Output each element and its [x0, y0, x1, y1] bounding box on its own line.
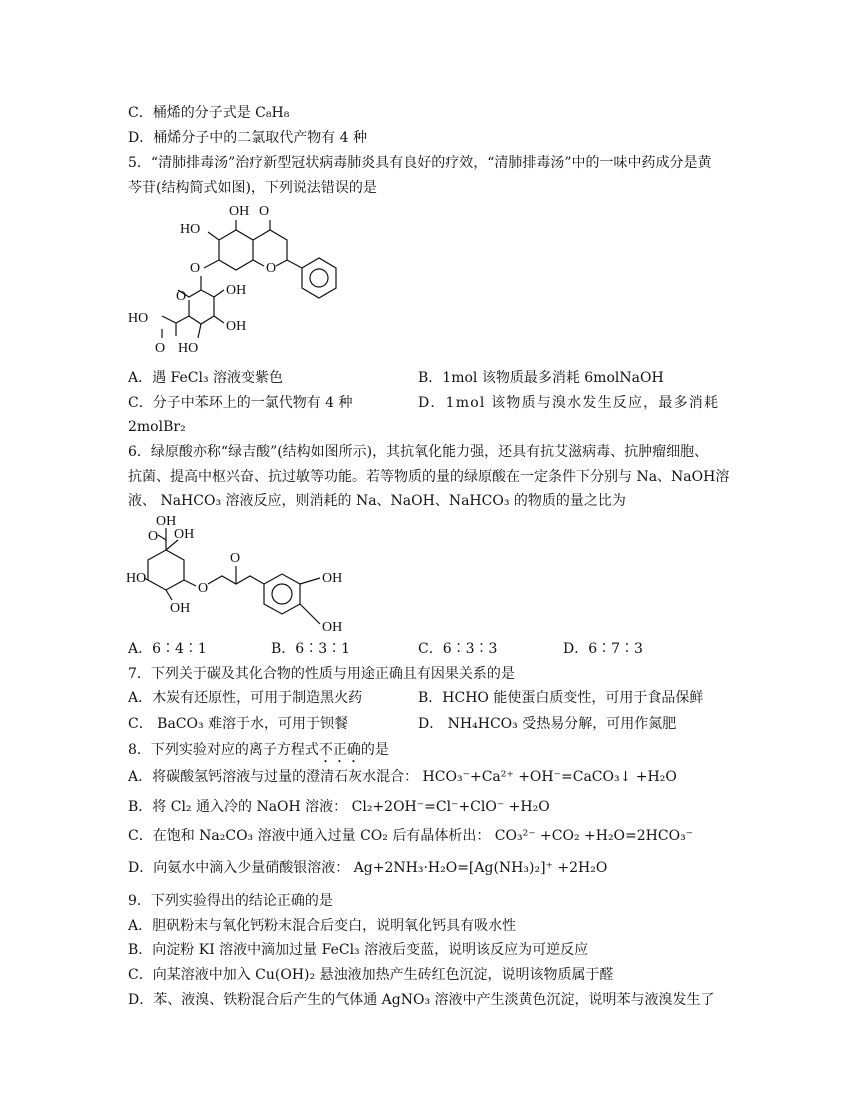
question-5-stem-2: 芩苷(结构简式如图)，下列说法错误的是: [128, 180, 377, 196]
label-oh-sugar-2: OH: [226, 319, 247, 334]
label-o-acid: O: [155, 341, 166, 356]
q8-stem-emphasis: 不正确: [318, 742, 361, 758]
q7-option-a[interactable]: A．木炭有还原性，可用于制造黑火药: [128, 690, 363, 706]
question-7-stem: 7．下列关于碳及其化合物的性质与用途正确且有因果关系的是: [128, 666, 515, 682]
baicalin-structure: [126, 198, 346, 358]
question-6-stem-2: 抗菌、提高中枢兴奋、抗过敏等功能。若等物质的量的绿原酸在一定条件下分别与 Na、NaOH溶: [128, 469, 730, 485]
label-o-ester: O: [198, 581, 209, 596]
label-ho-sugar: HO: [178, 341, 199, 356]
label-o-sugar: O: [176, 289, 187, 304]
q5-option-b[interactable]: B．1mol 该物质最多消耗 6molNaOH: [418, 370, 664, 386]
label-o-ring: O: [266, 261, 277, 276]
label-oh-aryl-2: OH: [322, 620, 343, 635]
q8-stem-post: 的是: [360, 742, 389, 758]
option-c-cubane-formula: C．桶烯的分子式是 C₈H₈: [128, 105, 290, 121]
q9-option-d[interactable]: D．苯、液溴、铁粉混合后产生的气体通 AgNO₃ 溶液中产生淡黄色沉淀，说明苯与液溴发生了: [128, 992, 715, 1008]
q8-option-c[interactable]: C．在饱和 Na₂CO₃ 溶液中通入过量 CO₂ 后有晶体析出： CO₃²⁻ +CO₂ +H₂O=2HCO₃⁻: [128, 828, 694, 844]
q8-option-a[interactable]: A．将碳酸氢钙溶液与过量的澄清石灰水混合： HCO₃⁻+Ca²⁺ +OH⁻=CaCO₃↓ +H₂O: [128, 769, 677, 785]
q7-option-d[interactable]: D． NH₄HCO₃ 受热易分解，可用作氮肥: [418, 716, 677, 732]
label-oh-3: OH: [170, 601, 191, 616]
label-o-carb: O: [230, 551, 241, 566]
q8-option-d[interactable]: D．向氨水中滴入少量硝酸银溶液： Ag+2NH₃·H₂O=[Ag(NH₃)₂]⁺ +2H₂O: [128, 860, 608, 876]
label-ho: HO: [126, 571, 147, 586]
q8-stem-pre: 8．下列实验对应的离子方程式: [128, 742, 319, 758]
label-o-top: O: [259, 204, 270, 219]
label-oh-2: OH: [174, 527, 195, 542]
label-ho-left: HO: [180, 222, 201, 237]
chlorogenic-acid-structure: [126, 510, 366, 638]
question-5-stem-1: 5．“清肺排毒汤”治疗新型冠状病毒肺炎具有良好的疗效，“清肺排毒汤”中的一味中药成分是黄: [128, 155, 712, 171]
question-8-stem: [128, 740, 389, 766]
label-oh-top: OH: [229, 204, 250, 219]
q6-option-b[interactable]: B．6∶3∶1: [271, 641, 351, 657]
label-o-carbonyl: O: [148, 529, 159, 544]
question-9-stem: 9．下列实验得出的结论正确的是: [128, 893, 333, 909]
q6-option-a[interactable]: A．6∶4∶1: [128, 641, 207, 657]
label-oh-aryl-1: OH: [322, 571, 343, 586]
q6-option-c[interactable]: C．6∶3∶3: [418, 641, 498, 657]
label-ho-acid: HO: [128, 311, 149, 326]
q7-option-c[interactable]: C． BaCO₃ 难溶于水，可用于钡餐: [128, 716, 349, 732]
q9-option-c[interactable]: C．向某溶液中加入 Cu(OH)₂ 悬浊液加热产生砖红色沉淀，说明该物质属于醛: [128, 967, 614, 983]
q9-option-b[interactable]: B．向淀粉 KI 溶液中滴加过量 FeCl₃ 溶液后变蓝，说明该反应为可逆反应: [128, 942, 589, 958]
label-oh-1: OH: [156, 514, 177, 529]
q6-option-d[interactable]: D．6∶7∶3: [563, 641, 643, 657]
question-6-stem-1: 6．绿原酸亦称“绿吉酸”(结构如图所示)，其抗氧化能力强，还具有抗艾滋病毒、抗肿瘤细胞、: [128, 444, 709, 460]
question-6-stem-3: 液、 NaHCO₃ 溶液反应，则消耗的 Na、NaOH、NaHCO₃ 的物质的量之比为: [128, 493, 626, 509]
q9-option-a[interactable]: A．胆矾粉末与氧化钙粉末混合后变白，说明氧化钙具有吸水性: [128, 918, 517, 934]
q7-option-b[interactable]: B．HCHO 能使蛋白质变性，可用于食品保鲜: [418, 690, 704, 706]
label-o-link: O: [190, 261, 201, 276]
q8-option-b[interactable]: B．将 Cl₂ 通入冷的 NaOH 溶液： Cl₂+2OH⁻=Cl⁻+ClO⁻ +H₂O: [128, 799, 550, 815]
q5-option-c[interactable]: C．分子中苯环上的一氯代物有 4 种: [128, 395, 353, 411]
label-oh-sugar-1: OH: [226, 283, 247, 298]
q5-option-a[interactable]: A．遇 FeCl₃ 溶液变紫色: [128, 370, 284, 386]
q5-option-d[interactable]: D．1mol 该物质与溴水发生反应，最多消耗: [418, 395, 720, 411]
q5-option-d-cont: 2molBr₂: [128, 419, 186, 435]
option-d-cubane-dichloro: D．桶烯分子中的二氯取代产物有 4 种: [128, 130, 368, 146]
